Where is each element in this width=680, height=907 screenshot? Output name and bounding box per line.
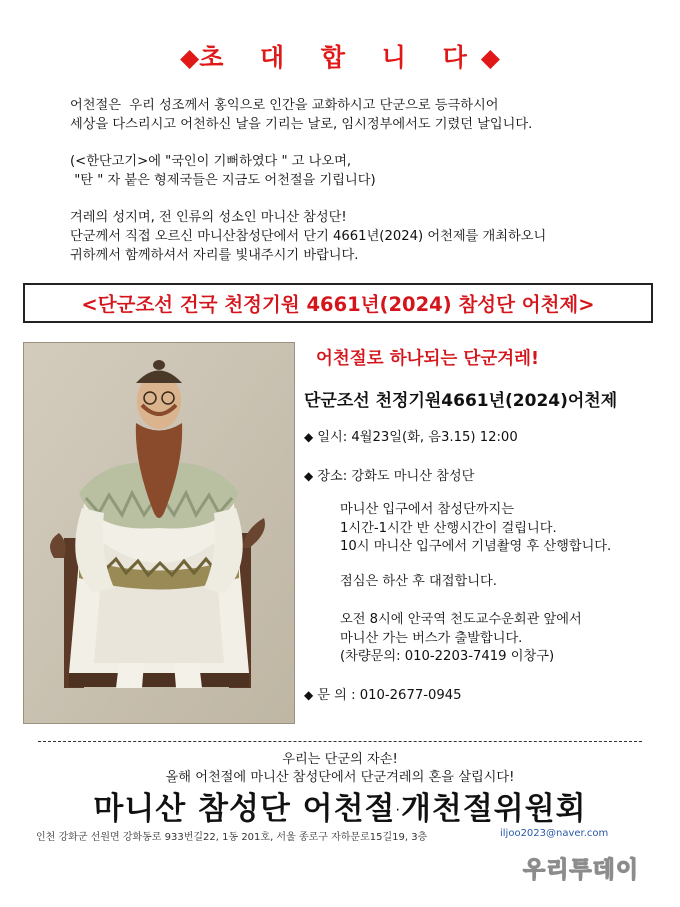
portrait-illustration — [24, 343, 294, 723]
intro-paragraph-2: (<한단고기>에 "국인이 기뻐하였다 " 고 나오며, "탄 " 자 붙은 형제국들은 지금도 어천절을 기립니다) — [70, 154, 376, 188]
place-text: 장소: 강화도 마니산 참성단 — [317, 469, 475, 484]
watermark-logo: 우리투데이 — [523, 857, 640, 883]
event-banner — [23, 283, 653, 323]
dashed-divider — [38, 741, 642, 742]
lunch-info: 점심은 하산 후 대접합니다. — [340, 574, 497, 589]
diamond-icon: ◆ — [179, 43, 200, 72]
email-link[interactable]: iljoo2023@naver.com — [500, 828, 609, 839]
intro-paragraph-1: 어천절은 우리 성조께서 홍익으로 인간을 교화하시고 단군으로 등극하시어 세상을 다스리시고 어천하신 날을 기리는 날로, 임시정부에서도 기렸던 날입니다. — [70, 98, 533, 132]
organization-name — [0, 783, 680, 828]
hike-info: 마니산 입구에서 참성단까지는 1시간-1시간 반 산행시간이 걸립니다. 10시 마니산 입구에서 기념촬영 후 산행합니다. — [340, 502, 612, 554]
event-contact — [304, 684, 462, 703]
org-name-part2: 개천절위원회 — [400, 791, 587, 827]
diamond-bullet-icon: ◆ — [304, 469, 314, 483]
address-text: 인천 강화군 선원면 강화동로 933번길22, 1동 201호, 서울 종로구 자하문로15길19, 3층 — [36, 832, 428, 843]
bus-info: 오전 8시에 안국역 천도교수운회관 앞에서 마니산 가는 버스가 출발합니다. (차량문의: 010-2203-7419 이창구) — [340, 612, 582, 664]
dangun-portrait-image — [23, 342, 295, 724]
event-slogan: 어천절로 하나되는 단군겨레! — [316, 349, 540, 369]
contact-text: 문 의 : 010-2677-0945 — [317, 688, 462, 703]
org-name-part1: 마니산 참성단 어천절 — [93, 791, 396, 827]
title-text: 초 대 합 니 다 — [199, 43, 481, 72]
event-name: 단군조선 천정기원4661년(2024)어천제 — [304, 391, 618, 411]
banner-text: <단군조선 건국 천정기원 4661년(2024) 참성단 어천제> — [81, 293, 595, 316]
diamond-bullet-icon: ◆ — [304, 430, 314, 444]
diamond-icon: ◆ — [480, 43, 501, 72]
intro-paragraph-3: 겨레의 성지며, 전 인류의 성소인 마니산 참성단! 단군께서 직접 오르신 마니산참성단에서 단기 4661년(2024) 어천제를 개최하오니 귀하께서 함께하셔서 자리를 빛내주시기 바랍니다. — [70, 210, 547, 263]
org-separator: · — [395, 802, 401, 819]
page-title — [0, 38, 680, 74]
event-date — [304, 426, 518, 445]
date-text: 일시: 4월23일(화, 음3.15) 12:00 — [317, 430, 518, 445]
footer-slogan-2: 올해 어천절에 마니산 참성단에서 단군겨레의 혼을 살립시다! — [165, 770, 515, 785]
footer-slogan-1: 우리는 단군의 자손! — [282, 752, 398, 767]
diamond-bullet-icon: ◆ — [304, 688, 314, 702]
event-place — [304, 465, 474, 484]
